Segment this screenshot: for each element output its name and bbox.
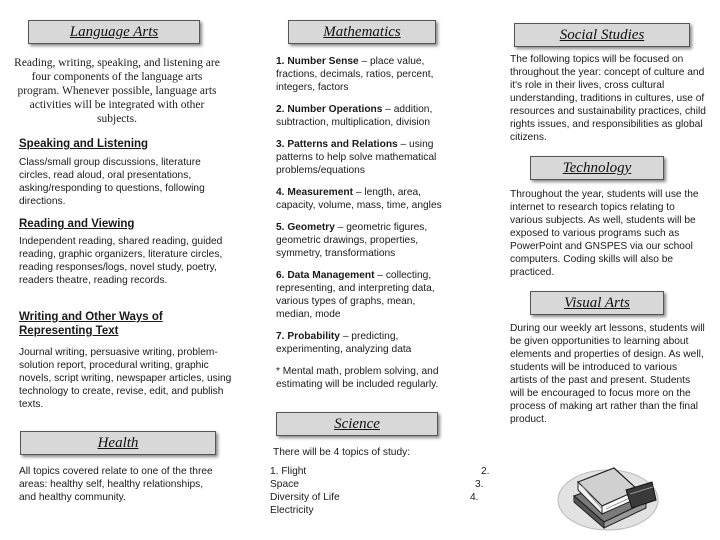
science-number: 2. <box>481 466 490 477</box>
technology-body: Throughout the year, students will use the internet to research topics relating to various subjects. As well, students will be exposed to various programs such as PowerPoint and GNSPES via our school computers. Coding skills will also be practiced. <box>510 189 699 278</box>
math-topic-text: – place value, fractions, decimals, ratios, percent, integers, factors <box>276 56 434 93</box>
science-number: 3. <box>475 479 484 490</box>
writing-representing-body: Journal writing, persuasive writing, problem-solution report, procedural writing, graphic novels, script writing, newspaper articles, using technology to create, revise, edit, and publish texts. <box>19 347 232 410</box>
science-number: 4. <box>470 492 479 503</box>
math-topic-text: – geometric figures, geometric drawings, properties, symmetry, transformations <box>276 222 428 259</box>
reading-viewing-body: Independent reading, shared reading, guided reading, graphic organizers, literature circles, reading responses/logs, novel study, poetry, readers theatre, reading records. <box>19 236 223 286</box>
visual-arts-body: During our weekly art lessons, students will be given opportunities to learning about elements and properties of design. As well, students will be introduced to various artists of the past and present. Students will be encouraged to focus more on the process of making art rather than the final product. <box>510 323 705 425</box>
visual-arts-heading: Visual Arts <box>530 291 664 315</box>
math-topic-label: 1. Number Sense <box>276 56 359 67</box>
math-topic-label: 2. Number Operations <box>276 104 383 115</box>
math-topic-text: – predicting, experimenting, analyzing data <box>276 331 412 355</box>
health-heading: Health <box>20 431 216 455</box>
science-topic-list <box>270 465 420 517</box>
math-topic-label: 6. Data Management <box>276 270 375 281</box>
social-studies-body: The following topics will be focused on throughout the year: concept of culture and it's role in their lives, cross cultural understanding, traditions in cultures, use of resources and sustainability practices, child rights issues, and responsibilities as global citizens. <box>510 54 706 143</box>
speaking-listening-body: Class/small group discussions, literature circles, read aloud, oral presentations, asking/responding to questions, following directions. <box>19 157 205 207</box>
math-topic-label: 3. Patterns and Relations <box>276 139 398 150</box>
writing-representing-title: Writing and Other Ways of Representing Text <box>19 311 163 337</box>
books-icon <box>556 460 664 532</box>
language-arts-heading: Language Arts <box>28 20 200 44</box>
math-topic <box>276 221 454 260</box>
science-intro: There will be 4 topics of study: <box>273 447 411 458</box>
math-topic <box>276 103 454 129</box>
math-topic <box>276 55 454 94</box>
math-topic-label: 5. Geometry <box>276 222 335 233</box>
social-studies-heading: Social Studies <box>514 23 690 47</box>
mathematics-heading: Mathematics <box>288 20 436 44</box>
math-note: * Mental math, problem solving, and estimating will be included regularly. <box>276 366 439 390</box>
language-arts-intro: Reading, writing, speaking, and listening are four components of the language arts program. Whenever possible, language arts activities will be integrated with other subjects. <box>14 57 220 125</box>
math-topic-list <box>276 55 454 400</box>
speaking-listening-title: Speaking and Listening <box>19 138 149 150</box>
science-topic: Space <box>270 479 299 490</box>
health-body: All topics covered relate to one of the three areas: healthy self, healthy relationships, and healthy community. <box>19 466 213 503</box>
science-topic: 1. Flight <box>270 466 307 477</box>
math-topic-text: – length, area, capacity, volume, mass, time, angles <box>276 187 442 211</box>
technology-heading: Technology <box>530 156 664 180</box>
math-topic-text: – collecting, representing, and interpreting data, various types of graphs, mean, median, mode <box>276 270 435 320</box>
science-topic: Diversity of Life <box>270 492 340 503</box>
reading-viewing-title: Reading and Viewing <box>19 218 135 230</box>
math-topic <box>276 269 454 321</box>
math-topic-label: 7. Probability <box>276 331 340 342</box>
math-topic-text: – addition, subtraction, multiplication, division <box>276 104 433 128</box>
math-topic <box>276 186 454 212</box>
math-topic-label: 4. Measurement <box>276 187 354 198</box>
math-topic <box>276 138 454 177</box>
math-topic-text: – using patterns to help solve mathematical problems/equations <box>276 139 437 176</box>
science-topic: Electricity <box>270 505 314 516</box>
science-heading: Science <box>276 412 438 436</box>
math-topic <box>276 330 454 356</box>
